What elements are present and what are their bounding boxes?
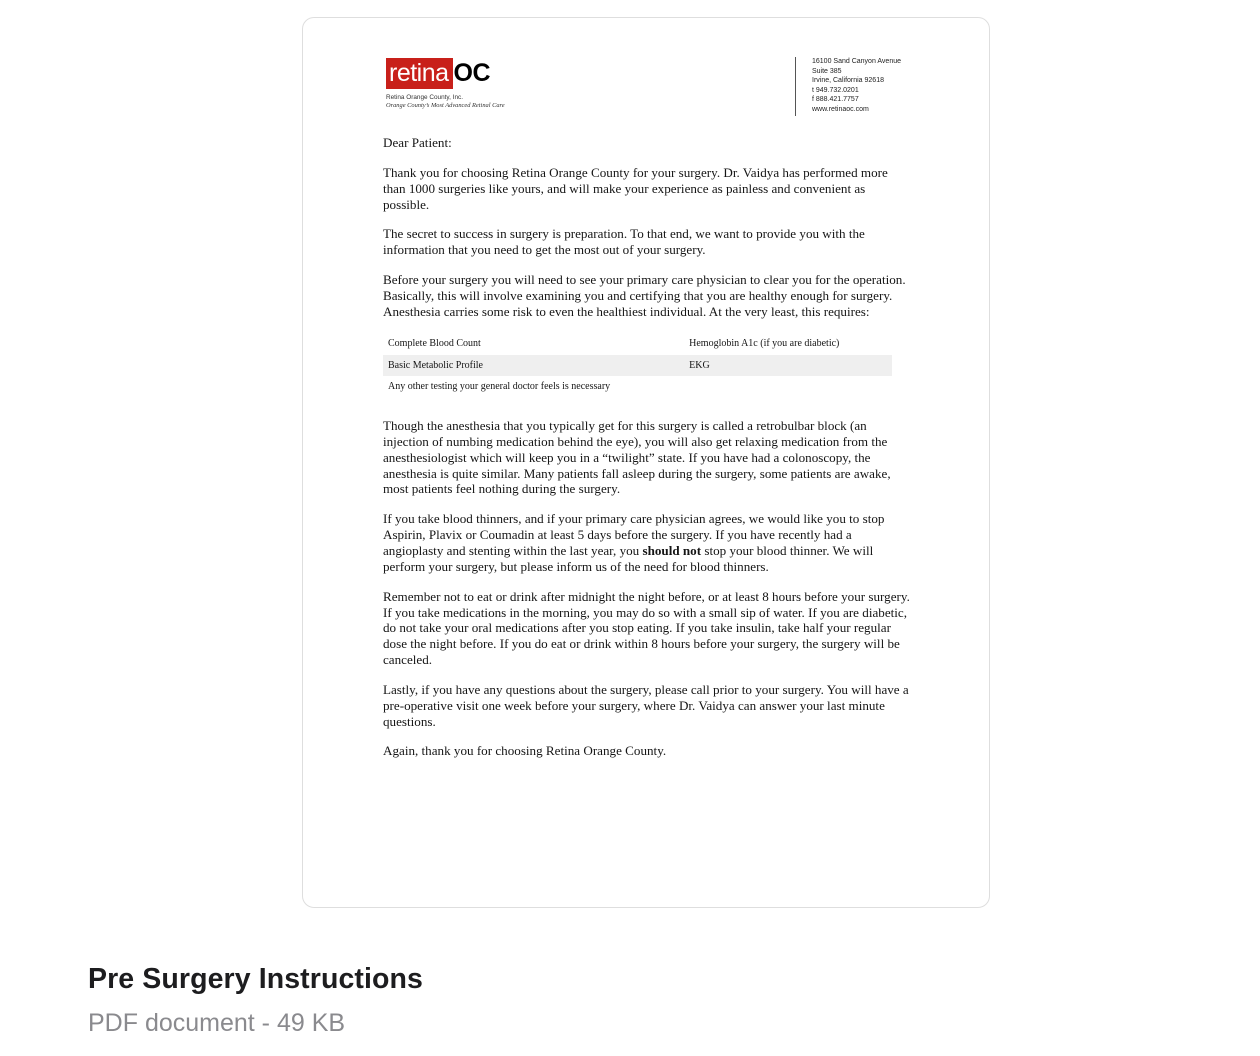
paragraph: Thank you for choosing Retina Orange County for your surgery. Dr. Vaidya has performed more than 1000 surgeries like yours, and will make your experience as painless and convenient as possible. xyxy=(383,164,888,212)
file-meta: PDF document - 49 KB xyxy=(88,1009,346,1037)
retinaoc-logo xyxy=(386,58,505,110)
table-cell: Any other testing your general doctor feels is necessary xyxy=(388,381,611,393)
required-tests-table xyxy=(383,333,892,398)
logo-wordmark xyxy=(386,58,505,89)
emphasis-text: should not xyxy=(642,542,702,558)
table-cell xyxy=(684,376,892,398)
table-cell: Basic Metabolic Profile xyxy=(383,355,684,377)
address-line: Irvine, California 92618 xyxy=(812,77,884,85)
table-cell: Hemoglobin A1c (if you are diabetic) xyxy=(689,338,840,350)
letter-body xyxy=(383,135,913,773)
logo-subtitle xyxy=(386,94,505,110)
paragraph: Before your surgery you will need to see your primary care physician to clear you for the operation. Basically, this will involve examining you and certifying that you are healthy enough for surgery. Anesthesia carries some risk to even the healthiest individual. At the very least, this requires: xyxy=(383,271,906,319)
closing: Again, thank you for choosing Retina Orange County. xyxy=(383,743,667,759)
table-cell: Complete Blood Count xyxy=(388,338,481,350)
org-name: Retina Orange County, Inc. xyxy=(386,94,463,101)
table-row xyxy=(383,355,892,377)
tagline: Orange County’s Most Advanced Retinal Care xyxy=(386,102,505,109)
logo-red-text: retina xyxy=(386,58,453,89)
address-divider xyxy=(795,57,796,116)
table-row xyxy=(383,376,892,398)
phone-line: t 949.732.0201 xyxy=(812,86,859,94)
address-line: Suite 385 xyxy=(812,67,842,75)
text-run: stop your blood thinner. We will perform your surgery, but please inform us of the need for blood thinners. xyxy=(383,542,874,574)
table-row xyxy=(383,333,892,355)
paragraph xyxy=(383,511,913,575)
paragraph: Remember not to eat or drink after midnight the night before, or at least 8 hours before your surgery. If you take medications in the morning, you may do so with a small sip of water. If you are diabetic, do not take your oral medications after you stop eating. If you take insulin, take half your regular dose the night before. If you do eat or drink within 8 hours before your surgery, the surgery will be canceled. xyxy=(383,588,910,668)
table-cell: EKG xyxy=(684,355,892,377)
paragraph: The secret to success in surgery is preparation. To that end, we want to provide you with the information that you need to get the most out of your surgery. xyxy=(383,226,865,258)
document-preview[interactable] xyxy=(302,17,990,908)
file-title: Pre Surgery Instructions xyxy=(88,963,423,995)
fax-line: f 888.421.7757 xyxy=(812,96,859,104)
text-run: If you take blood thinners, and if your primary care physician agrees, we would like you to stop Aspirin, Plavix or Coumadin at least 5 days before the surgery. If you have recently had a angioplasty and stenting within the last year, you xyxy=(383,511,885,558)
logo-oc-text: OC xyxy=(453,59,491,87)
address-block xyxy=(812,57,901,115)
address-line: 16100 Sand Canyon Avenue xyxy=(812,58,902,65)
website-line: www.retinaoc.com xyxy=(812,105,869,113)
salutation: Dear Patient: xyxy=(383,135,452,150)
paragraph: Lastly, if you have any questions about the surgery, please call prior to your surgery. You will have a pre-operative visit one week before your surgery, where Dr. Vaidya can answer your last minute questions. xyxy=(383,681,909,729)
paragraph: Though the anesthesia that you typically get for this surgery is called a retrobulbar block (an injection of numbing medication behind the eye), you will also get relaxing medication from the anesthesiologist which will keep you in a “twilight” state. If you have had a colonoscopy, the anesthesia is quite similar. Many patients fall asleep during the surgery, some patients are awake, most patients feel nothing during the surgery. xyxy=(383,417,891,497)
